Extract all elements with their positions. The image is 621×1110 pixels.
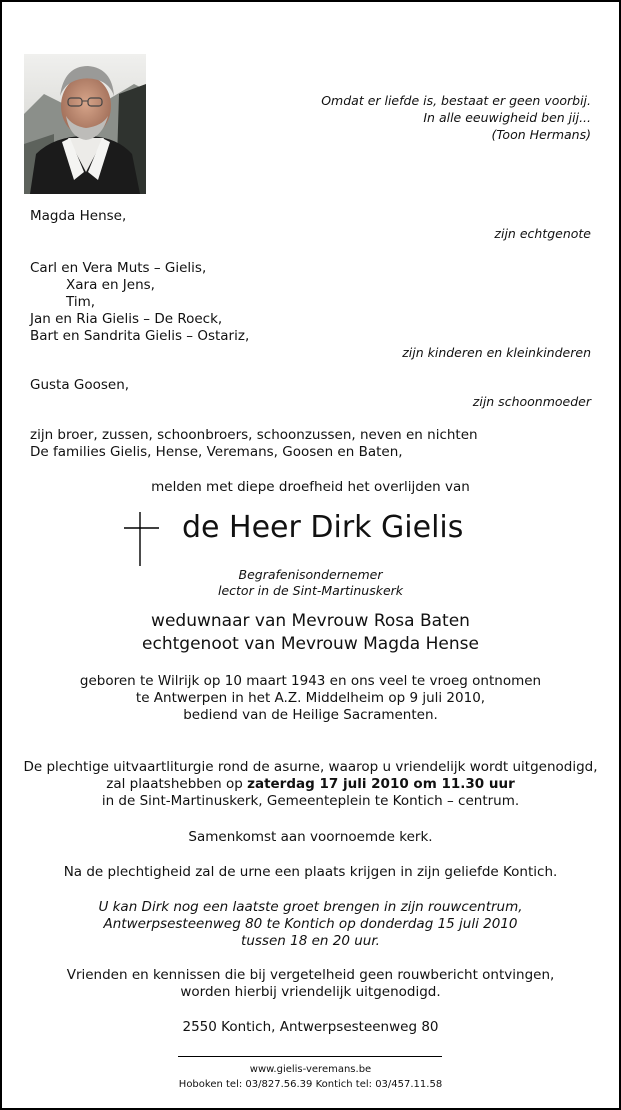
ceremony-location: in de Sint-Martinuskerk, Gemeenteplein te Kontich – centrum. — [101, 793, 520, 809]
visit-line: Antwerpsesteenweg 80 te Kontich op donderdag 15 juli 2010 — [103, 916, 518, 932]
mother-in-law-name: Gusta Goosen, — [30, 377, 130, 393]
quote-line: Omdat er liefde is, bestaat er geen voorbij. — [321, 93, 591, 108]
family-line: Tim, — [66, 294, 96, 310]
announcement: melden met diepe droefheid het overlijden van — [151, 479, 470, 495]
meeting-line: Samenkomst aan voornoemde kerk. — [188, 829, 433, 845]
widower-line: weduwnaar van Mevrouw Rosa Baten — [151, 611, 470, 631]
footer-website[interactable]: www.gielis-veremans.be — [249, 1064, 372, 1075]
urn-line: Na de plechtigheid zal de urne een plaats krijgen in zijn geliefde Kontich. — [63, 864, 558, 880]
address-line: 2550 Kontich, Antwerpsesteenweg 80 — [182, 1019, 439, 1035]
ceremony-line: De plechtige uitvaartliturgie rond de asurne, waarop u vriendelijk wordt uitgenodigd, — [23, 759, 598, 775]
visit-line: tussen 18 en 20 uur. — [241, 933, 380, 949]
invite-line: Vrienden en kennissen die bij vergetelheid geen rouwbericht ontvingen, — [66, 967, 555, 983]
family-line: Carl en Vera Muts – Gielis, — [30, 260, 207, 276]
footer-divider — [178, 1056, 442, 1057]
deceased-name: de Heer Dirk Gielis — [182, 510, 464, 545]
spouse-relation: zijn echtgenote — [494, 226, 591, 241]
family-line: Jan en Ria Gielis – De Roeck, — [30, 311, 223, 327]
family-line: Bart en Sandrita Gielis – Ostariz, — [30, 328, 250, 344]
children-relation: zijn kinderen en kleinkinderen — [402, 345, 591, 360]
quote-line: In alle eeuwigheid ben jij... — [423, 110, 591, 125]
deceased-role: lector in de Sint-Martinuskerk — [217, 583, 404, 598]
visit-line: U kan Dirk nog een laatste groet brengen in zijn rouwcentrum, — [98, 899, 523, 915]
deceased-profession: Begrafenisondernemer — [238, 567, 383, 582]
mother-in-law-relation: zijn schoonmoeder — [472, 394, 591, 409]
portrait-photo — [24, 54, 146, 194]
sacraments-line: bediend van de Heilige Sacramenten. — [183, 707, 438, 723]
quote-author: (Toon Hermans) — [491, 127, 591, 142]
spouse-line: echtgenoot van Mevrouw Magda Hense — [142, 634, 479, 654]
invite-line: worden hierbij vriendelijk uitgenodigd. — [180, 984, 441, 1000]
quote-block — [321, 92, 591, 143]
birth-line: geboren te Wilrijk op 10 maart 1943 en ons veel te vroeg ontnomen — [79, 673, 542, 689]
families-line: De families Gielis, Hense, Veremans, Goosen en Baten, — [30, 444, 403, 460]
cross-icon — [122, 510, 162, 568]
ceremony-date-prefix: zal plaatshebben op — [106, 776, 248, 792]
relatives-line: zijn broer, zussen, schoonbroers, schoonzussen, neven en nichten — [30, 427, 478, 443]
ceremony-date: zaterdag 17 juli 2010 om 11.30 uur — [247, 776, 515, 792]
death-line: te Antwerpen in het A.Z. Middelheim op 9 juli 2010, — [135, 690, 486, 706]
ceremony-date-line — [2, 776, 619, 792]
footer-phones: Hoboken tel: 03/827.56.39 Kontich tel: 03/457.11.58 — [178, 1079, 443, 1090]
family-line: Xara en Jens, — [66, 277, 155, 293]
spouse-name: Magda Hense, — [30, 208, 127, 224]
